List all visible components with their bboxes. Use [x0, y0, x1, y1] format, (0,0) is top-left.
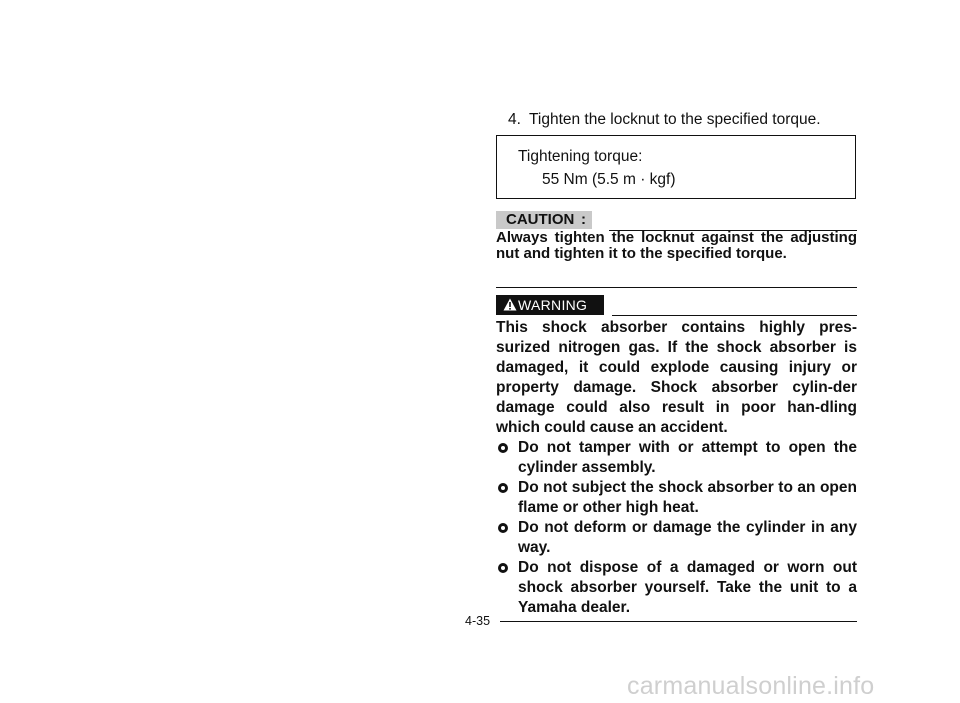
warning-badge: [496, 295, 604, 315]
warning-bullet-list: [496, 438, 857, 618]
warning-body: [496, 318, 857, 618]
page-number: 4-35: [465, 614, 491, 628]
torque-value: 55 Nm (5.5 m · kgf): [542, 171, 676, 188]
step-4: [508, 111, 821, 129]
warning-header-rule: [612, 315, 857, 316]
torque-label: Tightening torque:: [518, 148, 643, 165]
caution-text: Always tighten the locknut against the adjusting nut and tighten it to the specified torque.: [496, 229, 857, 262]
caution-colon: :: [581, 211, 586, 228]
bullet-text: Do not dispose of a damaged or worn out shock absorber yourself. Take the unit to a Yamaha dealer.: [518, 559, 857, 616]
torque-spec-box: [496, 135, 856, 199]
footer-rule: [500, 621, 857, 622]
bullet-icon: [498, 483, 508, 493]
warning-bullet: [496, 438, 857, 478]
warning-header: [496, 295, 857, 317]
caution-end-rule: [496, 287, 857, 288]
warning-triangle-icon: [503, 298, 517, 311]
bullet-text: Do not tamper with or attempt to open the cylinder assembly.: [518, 439, 857, 476]
bullet-text: Do not deform or damage the cylinder in any way.: [518, 519, 857, 556]
bullet-text: Do not subject the shock absorber to an open flame or other high heat.: [518, 479, 857, 516]
warning-bullet: [496, 478, 857, 518]
step-number: 4.: [508, 111, 521, 128]
caution-header: [496, 211, 857, 231]
step-text: Tighten the locknut to the specified torque.: [529, 111, 821, 128]
bullet-icon: [498, 563, 508, 573]
watermark: carmanualsonline.info: [627, 672, 875, 700]
warning-label: WARNING: [518, 297, 588, 313]
warning-paragraph: This shock absorber contains highly pres-surized nitrogen gas. If the shock absorber is damaged, it could explode causing injury or property damage. Shock absorber cylin-der damage could also result in poor han-dling which could cause an accident.: [496, 319, 857, 436]
caution-badge: CAUTION: [496, 211, 592, 229]
bullet-icon: [498, 443, 508, 453]
warning-bullet: [496, 558, 857, 618]
bullet-icon: [498, 523, 508, 533]
warning-bullet: [496, 518, 857, 558]
